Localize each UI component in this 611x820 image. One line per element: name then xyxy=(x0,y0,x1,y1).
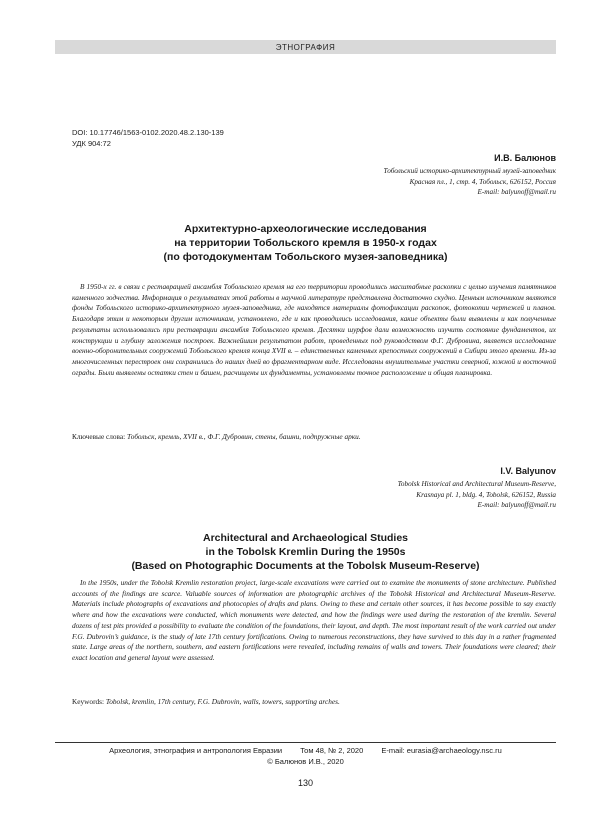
author-name-en: I.V. Balyunov xyxy=(500,466,556,476)
footer-journal: Археология, этнография и антропология Евразии xyxy=(109,746,283,755)
affiliation-ru-line: Тобольский историко-архитектурный музей-заповедник xyxy=(383,167,556,175)
footer-journal-line xyxy=(55,746,556,755)
footer-volume: Том 48, № 2, 2020 xyxy=(300,746,364,755)
affiliation-ru-email: E-mail: balyunoff@mail.ru xyxy=(477,188,556,196)
footer-copyright: © Балюнов И.В., 2020 xyxy=(267,757,344,766)
abstract-en: In the 1950s, under the Tobolsk Kremlin restoration project, large-scale excavations were carried out to examine the monuments of stone architecture. Published accounts of the findings are scarce. Valuable sources of information are photographic archives of the Tobolsk Historical and Architectural Museum-Reserve. Materials include photographs of excavations and photocopies of drafts and plans. Owing to these and certain other sources, it has become possible to say exactly where and how the excavations were conducted, which monuments were detected, and how the findings were used during the restoration of the kremlin. Several dozens of test pits provided a possibility to evaluate the condition of the foundations, their layout, and depth. The most important result of the work carried out under F.G. Dubrovin’s guidance, is the study of late 17th century fortifications. Owing to numerous reconstructions, they have survived to this day in a rather fragmented state. Large areas of the northern, southern, and eastern fortifications were revealed, including remains of walls and towers. Their foundations were cleared; their exact location and general layout were assessed. xyxy=(72,578,556,662)
title-en-line: (Based on Photographic Documents at the Tobolsk Museum-Reserve) xyxy=(131,560,480,572)
page-number: 130 xyxy=(297,778,314,788)
abstract-ru: В 1950-х гг. в связи с реставрацией ансамбля Тобольского кремля на его территории проводились масштабные раскопки с целью изучения памятников каменного зодчества. Информация о результатах этой работы в научной литературе представлена достаточно скудно. Ценным источником являются фонды Тобольского историко-архитектурного музея-заповедника, где находятся материалы фотофиксации раскопок, фотокопии чертежей и планов. Благодаря этим и некоторым другим источникам, установлено, где и как проводились исследования, какие объекты были выявлены и как полученные результаты использовались при реставрации ансамбля Тобольского кремля. Десятки шурфов дали возможность изучить состояние фундаментов, их конструкции и глубину заложения построек. Важнейшим результатом работ, проведенных под руководством Ф.Г. Дубровина, является исследование военно-оборонительных сооружений Тобольского кремля конца XVII в. – единственных каменных крепостных сооружений в Сибири этого времени. Из-за многочисленных перестроек они сохранились до наших дней во фрагментарном виде. Исследованы внушительные участки северной, южной и восточной ограды. Были выявлены остатки стен и башен, расчищены их фундаменты, установлены точное расположение и общая планировка. xyxy=(72,282,556,377)
footer-divider xyxy=(55,742,556,743)
author-block-ru xyxy=(384,153,556,198)
title-ru-line: Архитектурно-археологические исследования xyxy=(184,223,427,235)
doi: DOI: 10.17746/1563-0102.2020.48.2.130-139 xyxy=(72,128,224,137)
affiliation-en-line: Tobolsk Historical and Architectural Museum-Reserve, xyxy=(397,480,556,488)
affiliation-en-email: E-mail: balyunoff@mail.ru xyxy=(477,501,556,509)
section-title: ЭТНОГРАФИЯ xyxy=(275,42,336,52)
affiliation-ru-line: Красная пл., 1, стр. 4, Тобольск, 626152, Россия xyxy=(409,177,556,186)
title-ru-line: (по фотодокументам Тобольского музея-заповедника) xyxy=(163,251,448,263)
author-block-en xyxy=(398,466,556,511)
keywords-ru-text: Тобольск, кремль, XVII в., Ф.Г. Дубровин, стены, башни, подпружные арки. xyxy=(126,432,361,441)
keywords-en-label: Keywords: xyxy=(72,697,105,706)
article-title-en xyxy=(55,531,556,573)
keywords-ru-label: Ключевые слова: xyxy=(72,432,126,441)
footer-email: E-mail: eurasia@archaeology.nsc.ru xyxy=(381,746,502,755)
title-en-line: in the Tobolsk Kremlin During the 1950s xyxy=(205,546,406,558)
title-en-line: Architectural and Archaeological Studies xyxy=(203,532,408,544)
keywords-ru xyxy=(72,432,556,441)
author-name-ru: И.В. Балюнов xyxy=(494,153,556,163)
udk: УДК 904:72 xyxy=(72,139,111,148)
article-title-ru xyxy=(55,222,556,264)
title-ru-line: на территории Тобольского кремля в 1950-х годах xyxy=(174,237,437,249)
affiliation-en-line: Krasnaya pl. 1, bldg. 4, Tobolsk, 626152, Russia xyxy=(416,490,556,499)
section-header xyxy=(55,40,556,54)
keywords-en-text: Tobolsk, kremlin, 17th century, F.G. Dubrovin, walls, towers, supporting arches. xyxy=(105,697,340,706)
keywords-en xyxy=(72,697,556,706)
